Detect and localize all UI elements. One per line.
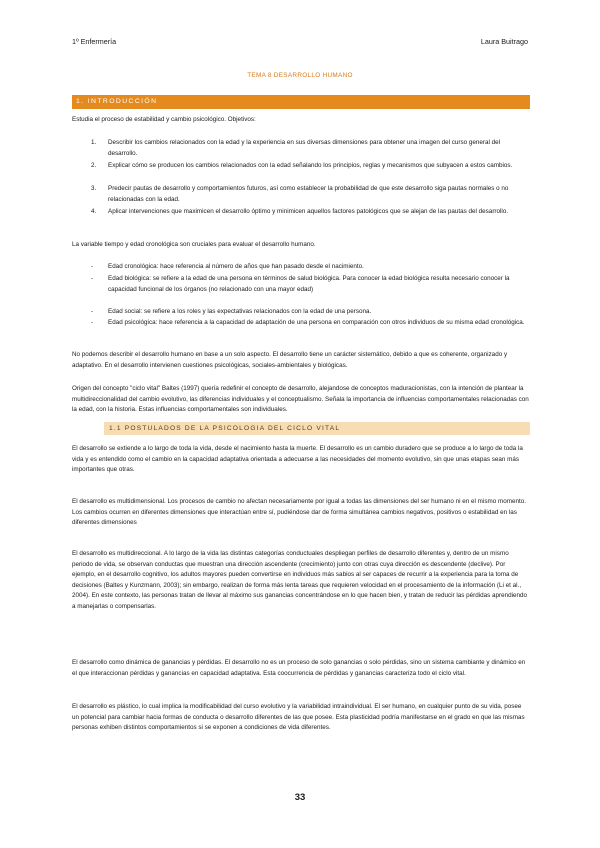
list-item: Edad cronológica: hace referencia al número de años que han pasado desde el nacimiento. bbox=[108, 263, 364, 270]
intro-paragraph: Estudia el proceso de estabilidad y cambio psicológico. Objetivos: bbox=[72, 116, 256, 123]
postulate-paragraph: El desarrollo como dinámica de ganancias y pérdidas. El desarrollo no es un proceso de solo ganancias o solo pérdidas, sino un sistema cambiante y dinámico en el que interaccionan pérdidas y ganancias en capacidad adaptativa. Esta coocurrencia de pérdidas y ganancias caracteriza todo el ciclo vital. bbox=[72, 659, 526, 677]
list-item: Aplicar intervenciones que maximicen el desarrollo óptimo y minimicen aquellos factores patológicos que se alejan de las pautas del desarrollo. bbox=[108, 208, 509, 215]
page-number: 33 bbox=[294, 792, 306, 803]
list-item: Edad psicológica: hace referencia a la capacidad de adaptación de una persona en comparación con otros individuos de su misma edad cronológica. bbox=[108, 319, 525, 326]
list-item-number: 1. bbox=[91, 139, 97, 146]
bullet-dash: - bbox=[91, 275, 94, 282]
bullet-dash: - bbox=[91, 263, 94, 270]
header-author: Laura Buitrago bbox=[480, 37, 528, 46]
list-item: Edad social: se refiere a los roles y las expectativas relacionados con la edad de una persona. bbox=[108, 308, 372, 315]
postulate-paragraph: El desarrollo se extiende a lo largo de toda la vida, desde el nacimiento hasta la muerte. El desarrollo es un cambio duradero que se produce a lo largo de toda la vida y es entendido como el cambio en la capacidad adaptativa orientada a adecuarse a las necesidades del momento evolutivo, sin que unas etapas sean más importantes que otras. bbox=[72, 445, 523, 474]
origin-paragraph: Origen del concepto "ciclo vital" Baltes (1997) quería redefinir el concepto de desarrollo, alejandose de conceptos maduracionistas, con la intención de plantear la multidireccionalidad del cambio evolutivo, las diferencias individuales y el conceptualismo. Señala la importancia de influencias comportamentales relacionadas con la edad, con la historia. Estas influencias comportamentales son individuales. bbox=[72, 385, 529, 414]
postulate-paragraph: El desarrollo es multidireccional. A lo largo de la vida las distintas categorías conductuales despliegan perfiles de desarrollo diferentes y, dentro de un mismo periodo de vida, se observan conductas que muestran una dirección ascendente (crecimiento) junto con otras cuya dirección es descendente (declive). Por ejemplo, en el desarrollo cognitivo, los adultos mayores pueden convertirse en individuos más sabios al ser capaces de recurrir a la experiencia para la toma de decisiones (Baltes y Kunzmann, 2003); sin embargo, realizan de forma más lenta tareas que requieren velocidad en el procesamiento de la información (Li et al., 2004). En este contexto, las personas tratan de llevar al máximo sus ganancias concentrándose en lo que hacen bien, y tratan de reducir las pérdidas aprendiendo a manejarlas o compensarlas. bbox=[72, 550, 528, 610]
systemic-paragraph: No podemos describir el desarrollo humano en base a un solo aspecto. El desarrollo tiene un carácter sistemático, debido a que es coherente, organizado y adaptativo. En el desarrollo intervienen cuestiones psicológicas, sociales-ambientales y biológicas. bbox=[72, 351, 508, 369]
postulate-paragraph: El desarrollo es plástico, lo cual implica la modificabilidad del curso evolutivo y la variabilidad intraindividual. El ser humano, en cualquier punto de su vida, posee un potencial para cambiar hacia formas de conducta o desarrollo diferentes de las que posee. Esta plasticidad podría manifestarse en el grado en que las mismas personas exhiben distintos comportamientos si se exponen a condiciones de vida diferentes. bbox=[72, 703, 525, 732]
list-item-number: 4. bbox=[91, 208, 97, 215]
list-item: Edad biológica: se refiere a la edad de una persona en términos de salud biológica. Para conocer la edad biológica resulta necesario conocer la capacidad funcional de los órganos (no relacionado con una mayor edad) bbox=[108, 275, 510, 293]
variables-paragraph: La variable tiempo y edad cronológica son cruciales para evaluar el desarrollo humano. bbox=[72, 241, 316, 248]
header-course: 1º Enfermería bbox=[72, 37, 117, 46]
list-item-number: 2. bbox=[91, 162, 97, 169]
topic-title: TEMA 8 DESARROLLO HUMANO bbox=[247, 72, 353, 79]
list-item: Explicar cómo se producen los cambios relacionados con la edad señalando los principios, reglas y mecanismos que subyacen a estos cambios. bbox=[108, 162, 513, 169]
bullet-dash: - bbox=[91, 308, 94, 315]
section-heading-introduccion: 1. INTRODUCCIÓN bbox=[72, 95, 530, 109]
list-item: Predecir pautas de desarrollo y comportamientos futuros, así como establecer la probabilidad de que este desarrollo siga pautas normales o no relacionadas con la edad. bbox=[108, 185, 509, 203]
subsection-heading-postulados: 1.1 POSTULADOS DE LA PSICOLOGIA DEL CICLO VITAL bbox=[104, 422, 530, 435]
list-item: Describir los cambios relacionados con la edad y la experiencia en sus diversas dimensiones para obtener una imagen del curso general del desarrollo. bbox=[108, 139, 501, 157]
list-item-number: 3. bbox=[91, 185, 97, 192]
postulate-paragraph: El desarrollo es multidimensional. Los procesos de cambio no afectan necesariamente por igual a todas las dimensiones del ser humano ni en el mismo momento. Los cambios ocurren en diferentes dimensiones que interactúan entre sí, pudiéndose dar de forma simultánea cambios negativos, positivos o estabilidad en las diferentes dimensiones bbox=[72, 498, 526, 527]
bullet-dash: - bbox=[91, 319, 94, 326]
